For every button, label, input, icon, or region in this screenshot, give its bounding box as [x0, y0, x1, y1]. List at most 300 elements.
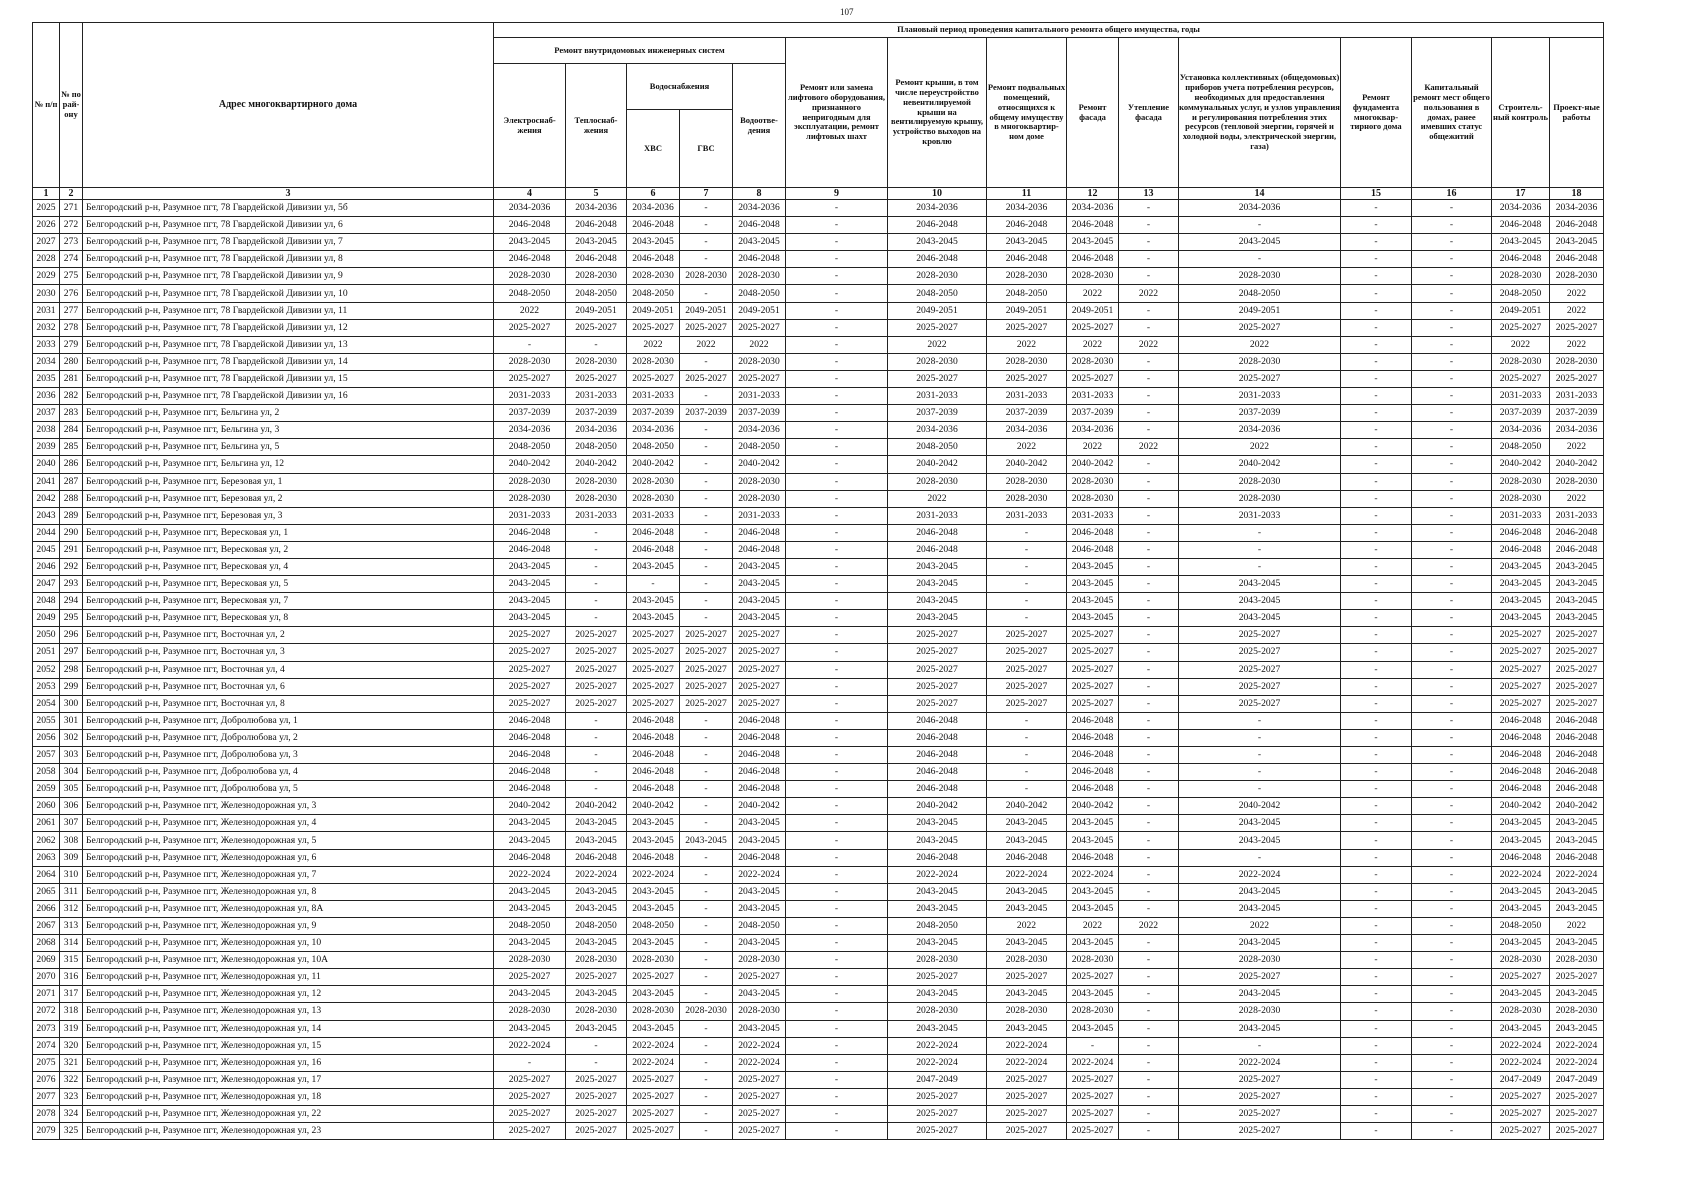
table-cell: 308 — [60, 832, 83, 849]
table-cell: 2028-2030 — [1492, 268, 1550, 285]
table-cell: 320 — [60, 1037, 83, 1054]
table-cell: 2043-2045 — [888, 935, 987, 952]
table-cell: - — [1119, 986, 1179, 1003]
table-cell: 275 — [60, 268, 83, 285]
address-cell: Белгородский р-н, Разумное пгт, Железнодорожная ул, 14 — [83, 1020, 494, 1037]
table-cell: - — [680, 234, 733, 251]
table-cell: - — [1341, 866, 1412, 883]
engineering-systems-header: Ремонт внутридомовых инженерных систем — [494, 38, 786, 64]
table-cell: 2047-2049 — [888, 1071, 987, 1088]
table-cell: 2025-2027 — [680, 695, 733, 712]
table-cell: - — [786, 866, 888, 883]
table-cell: - — [1341, 1037, 1412, 1054]
table-cell: 2022 — [987, 336, 1067, 353]
table-cell: 2043-2045 — [1179, 576, 1341, 593]
table-cell: 2028-2030 — [733, 353, 786, 370]
address-cell: Белгородский р-н, Разумное пгт, Железнодорожная ул, 16 — [83, 1054, 494, 1071]
table-cell: 2046 — [33, 558, 60, 575]
table-cell: 295 — [60, 610, 83, 627]
table-cell: 2025-2027 — [1550, 370, 1604, 387]
table-cell: - — [1119, 576, 1179, 593]
table-cell: - — [1119, 1105, 1179, 1122]
table-cell: - — [1412, 405, 1492, 422]
table-cell: 2025-2027 — [566, 1071, 627, 1088]
table-cell: - — [987, 576, 1067, 593]
table-cell: - — [786, 576, 888, 593]
table-cell: - — [1412, 798, 1492, 815]
table-cell: 2022-2024 — [888, 1037, 987, 1054]
table-cell: 2039 — [33, 439, 60, 456]
table-cell: 2028-2030 — [888, 1003, 987, 1020]
table-cell: 2025-2027 — [987, 644, 1067, 661]
table-cell: - — [786, 900, 888, 917]
table-cell: 2022-2024 — [627, 1054, 680, 1071]
table-cell: 311 — [60, 883, 83, 900]
table-row — [33, 524, 1604, 541]
table-cell: - — [1341, 1054, 1412, 1071]
table-cell: 2025-2027 — [1067, 1088, 1119, 1105]
table-cell: 2022 — [1067, 285, 1119, 302]
table-cell: 278 — [60, 319, 83, 336]
table-cell: 2043-2045 — [494, 986, 566, 1003]
address-cell: Белгородский р-н, Разумное пгт, 78 Гвардейской Дивизии ул, 9 — [83, 268, 494, 285]
table-cell: - — [1412, 217, 1492, 234]
table-cell: - — [680, 524, 733, 541]
table-cell: 2025-2027 — [1492, 695, 1550, 712]
table-cell: 2025-2027 — [1179, 695, 1341, 712]
table-cell: 2025-2027 — [627, 1088, 680, 1105]
table-cell: - — [1341, 405, 1412, 422]
table-cell: - — [680, 764, 733, 781]
table-header — [33, 23, 1604, 200]
table-cell: - — [786, 849, 888, 866]
table-cell: 2042 — [33, 490, 60, 507]
table-cell: 2036 — [33, 388, 60, 405]
table-cell: 2043-2045 — [1067, 935, 1119, 952]
table-cell: 2025-2027 — [1492, 661, 1550, 678]
table-cell: 2025-2027 — [733, 1105, 786, 1122]
table-cell: 2047-2049 — [1550, 1071, 1604, 1088]
table-cell: - — [1341, 541, 1412, 558]
table-cell: 2025-2027 — [566, 661, 627, 678]
table-cell: 2031-2033 — [987, 507, 1067, 524]
table-cell: 2070 — [33, 969, 60, 986]
table-cell: 2048-2050 — [627, 917, 680, 934]
table-cell: 2043-2045 — [566, 900, 627, 917]
table-cell: 2043-2045 — [987, 900, 1067, 917]
address-cell: Белгородский р-н, Разумное пгт, 78 Гвардейской Дивизии ул, 14 — [83, 353, 494, 370]
table-row — [33, 405, 1604, 422]
table-cell: - — [566, 729, 627, 746]
table-cell: 2028-2030 — [987, 490, 1067, 507]
table-cell: 2028-2030 — [733, 473, 786, 490]
table-cell: - — [1412, 627, 1492, 644]
table-cell: - — [680, 1105, 733, 1122]
address-cell: Белгородский р-н, Разумное пгт, Вересковая ул, 7 — [83, 593, 494, 610]
column-number: 4 — [494, 188, 566, 200]
column-number: 18 — [1550, 188, 1604, 200]
table-cell: 2034-2036 — [888, 200, 987, 217]
table-row — [33, 285, 1604, 302]
table-cell: 310 — [60, 866, 83, 883]
table-cell: 2025-2027 — [494, 319, 566, 336]
water-supply-header: Водоснабжения — [627, 64, 733, 110]
table-cell: - — [680, 353, 733, 370]
table-cell: - — [680, 986, 733, 1003]
table-row — [33, 832, 1604, 849]
period-header: Плановый период проведения капитального ремонта общего имущества, годы — [494, 23, 1604, 38]
address-cell: Белгородский р-н, Разумное пгт, Бельгина ул, 12 — [83, 456, 494, 473]
table-row — [33, 353, 1604, 370]
table-cell: - — [1341, 935, 1412, 952]
col-header-cold-water: ХВС — [627, 110, 680, 188]
table-cell: - — [786, 1003, 888, 1020]
table-cell: - — [1119, 849, 1179, 866]
table-cell: - — [1341, 200, 1412, 217]
table-cell: 2025-2027 — [680, 370, 733, 387]
table-cell: 2025-2027 — [1067, 695, 1119, 712]
table-cell: 2022-2024 — [1179, 866, 1341, 883]
table-cell: - — [1412, 456, 1492, 473]
table-cell: 2028-2030 — [1179, 473, 1341, 490]
address-cell: Белгородский р-н, Разумное пгт, Вересковая ул, 2 — [83, 541, 494, 558]
table-cell: 2040-2042 — [1067, 456, 1119, 473]
table-cell: 2025-2027 — [627, 969, 680, 986]
table-cell: - — [1341, 353, 1412, 370]
table-cell: 2022-2024 — [494, 1037, 566, 1054]
table-cell: 2043-2045 — [1179, 593, 1341, 610]
table-cell: 2022 — [1179, 439, 1341, 456]
table-cell: 2054 — [33, 695, 60, 712]
table-cell: 2043-2045 — [733, 986, 786, 1003]
table-cell: 2043-2045 — [1492, 610, 1550, 627]
repair-schedule-sheet — [32, 22, 1604, 1140]
table-cell: 2046-2048 — [566, 217, 627, 234]
table-cell: - — [1412, 388, 1492, 405]
table-cell: 2025-2027 — [888, 1123, 987, 1140]
table-cell: 2025-2027 — [888, 644, 987, 661]
table-cell: 2031-2033 — [494, 388, 566, 405]
table-cell: 2028-2030 — [888, 473, 987, 490]
table-cell: - — [1179, 747, 1341, 764]
table-cell: - — [786, 217, 888, 234]
table-cell: 2046-2048 — [1067, 712, 1119, 729]
table-cell: 2025-2027 — [733, 1088, 786, 1105]
table-cell: 285 — [60, 439, 83, 456]
table-cell: - — [1341, 610, 1412, 627]
table-cell: 2025-2027 — [1179, 1123, 1341, 1140]
table-cell: 2046-2048 — [888, 764, 987, 781]
table-cell: 2043-2045 — [1550, 815, 1604, 832]
table-cell: - — [1179, 251, 1341, 268]
table-cell: 2043-2045 — [1550, 883, 1604, 900]
table-cell: 2028-2030 — [987, 952, 1067, 969]
table-cell: - — [1412, 1123, 1492, 1140]
table-cell: 2043-2045 — [1179, 234, 1341, 251]
table-cell: 2022 — [1119, 285, 1179, 302]
table-cell: - — [786, 251, 888, 268]
table-cell: 2022 — [888, 490, 987, 507]
table-cell: 2046-2048 — [733, 781, 786, 798]
table-cell: 2025-2027 — [680, 319, 733, 336]
table-cell: - — [1119, 1123, 1179, 1140]
table-cell: 2025-2027 — [733, 1123, 786, 1140]
table-cell: 2043-2045 — [494, 558, 566, 575]
table-cell: 2025-2027 — [1550, 678, 1604, 695]
table-cell: 2028-2030 — [1492, 952, 1550, 969]
address-cell: Белгородский р-н, Разумное пгт, Железнодорожная ул, 8А — [83, 900, 494, 917]
table-cell: 2031-2033 — [1492, 388, 1550, 405]
address-cell: Белгородский р-н, Разумное пгт, Вересковая ул, 1 — [83, 524, 494, 541]
table-cell: 2028-2030 — [680, 268, 733, 285]
table-cell: 2046-2048 — [733, 764, 786, 781]
table-cell: 2031-2033 — [566, 507, 627, 524]
table-row — [33, 473, 1604, 490]
table-cell: - — [1341, 1003, 1412, 1020]
table-body — [33, 200, 1604, 1140]
table-cell: 2028-2030 — [1550, 353, 1604, 370]
col-header-address: Адрес многоквартирного дома — [83, 23, 494, 188]
table-cell: 2037-2039 — [987, 405, 1067, 422]
table-cell: 2043-2045 — [627, 1020, 680, 1037]
table-row — [33, 781, 1604, 798]
table-cell: 2025-2027 — [566, 370, 627, 387]
table-cell: 2034-2036 — [733, 422, 786, 439]
table-cell: 2049-2051 — [888, 302, 987, 319]
table-cell: 2046-2048 — [1550, 524, 1604, 541]
table-cell: 2028-2030 — [733, 268, 786, 285]
table-cell: - — [1412, 507, 1492, 524]
table-cell: 2025-2027 — [1550, 1123, 1604, 1140]
table-row — [33, 747, 1604, 764]
table-cell: 2028 — [33, 251, 60, 268]
table-cell: 2026 — [33, 217, 60, 234]
table-cell: 2028-2030 — [1067, 268, 1119, 285]
table-cell: 2025-2027 — [987, 370, 1067, 387]
table-cell: 2028-2030 — [566, 353, 627, 370]
address-cell: Белгородский р-н, Разумное пгт, Железнодорожная ул, 15 — [83, 1037, 494, 1054]
table-cell: 2034-2036 — [1179, 422, 1341, 439]
table-cell: 2046-2048 — [627, 764, 680, 781]
table-cell: 2046-2048 — [494, 217, 566, 234]
table-cell: 2025-2027 — [888, 661, 987, 678]
table-cell: 294 — [60, 593, 83, 610]
address-cell: Белгородский р-н, Разумное пгт, Железнодорожная ул, 5 — [83, 832, 494, 849]
table-cell: 2028-2030 — [494, 490, 566, 507]
table-cell: - — [1412, 1071, 1492, 1088]
table-cell: 2043-2045 — [1067, 883, 1119, 900]
table-cell: 299 — [60, 678, 83, 695]
table-row — [33, 1071, 1604, 1088]
table-cell: 2040-2042 — [494, 456, 566, 473]
address-cell: Белгородский р-н, Разумное пгт, Березовая ул, 2 — [83, 490, 494, 507]
col-header-num: № п/п — [33, 23, 60, 188]
table-cell: 2046-2048 — [1492, 781, 1550, 798]
table-cell: - — [1341, 1071, 1412, 1088]
table-cell: 2046-2048 — [1492, 849, 1550, 866]
table-cell: 2025-2027 — [987, 319, 1067, 336]
table-cell: - — [680, 251, 733, 268]
column-numbers-row — [33, 188, 1604, 200]
table-cell: - — [1119, 866, 1179, 883]
table-cell: 2077 — [33, 1088, 60, 1105]
table-cell: 2045 — [33, 541, 60, 558]
table-cell: - — [1119, 883, 1179, 900]
address-cell: Белгородский р-н, Разумное пгт, Железнодорожная ул, 7 — [83, 866, 494, 883]
table-cell: 2043-2045 — [627, 883, 680, 900]
table-cell: - — [1119, 1088, 1179, 1105]
table-cell: - — [680, 952, 733, 969]
table-cell: 2048-2050 — [1179, 285, 1341, 302]
table-cell: 2046-2048 — [1550, 849, 1604, 866]
table-cell: 324 — [60, 1105, 83, 1122]
table-cell: - — [680, 1071, 733, 1088]
table-cell: 2064 — [33, 866, 60, 883]
table-cell: 2048-2050 — [494, 439, 566, 456]
table-cell: 2057 — [33, 747, 60, 764]
table-cell: - — [1119, 644, 1179, 661]
table-cell: 2025-2027 — [888, 1105, 987, 1122]
table-cell: 2043-2045 — [888, 986, 987, 1003]
table-cell: 2046-2048 — [888, 729, 987, 746]
table-cell: - — [1341, 952, 1412, 969]
table-cell: 2037-2039 — [627, 405, 680, 422]
table-cell: 2048-2050 — [733, 439, 786, 456]
table-cell: - — [680, 1037, 733, 1054]
table-cell: 2027 — [33, 234, 60, 251]
table-cell: 2046-2048 — [888, 712, 987, 729]
table-cell: 2043-2045 — [1492, 593, 1550, 610]
table-cell: 2046-2048 — [1550, 217, 1604, 234]
table-cell: 2022 — [1179, 336, 1341, 353]
table-cell: - — [987, 781, 1067, 798]
table-cell: - — [786, 917, 888, 934]
table-cell: 2043-2045 — [733, 576, 786, 593]
table-cell: 2049-2051 — [566, 302, 627, 319]
table-cell: 2048-2050 — [566, 439, 627, 456]
table-cell: - — [987, 541, 1067, 558]
table-cell: 2043-2045 — [987, 883, 1067, 900]
table-row — [33, 798, 1604, 815]
table-row — [33, 251, 1604, 268]
table-row — [33, 627, 1604, 644]
table-cell: 2043-2045 — [1067, 986, 1119, 1003]
table-cell: - — [1412, 251, 1492, 268]
table-cell: - — [1341, 388, 1412, 405]
table-cell: 2046-2048 — [627, 541, 680, 558]
table-cell: 2043-2045 — [1492, 883, 1550, 900]
table-cell: 2025-2027 — [1492, 1105, 1550, 1122]
table-cell: 307 — [60, 815, 83, 832]
address-cell: Белгородский р-н, Разумное пгт, Восточная ул, 2 — [83, 627, 494, 644]
table-cell: 284 — [60, 422, 83, 439]
table-row — [33, 200, 1604, 217]
table-cell: 2078 — [33, 1105, 60, 1122]
table-cell: 2025-2027 — [1067, 370, 1119, 387]
table-cell: - — [1119, 1020, 1179, 1037]
table-cell: 2046-2048 — [733, 217, 786, 234]
table-cell: - — [1412, 422, 1492, 439]
table-cell: 2046-2048 — [494, 849, 566, 866]
table-row — [33, 422, 1604, 439]
table-cell: - — [1341, 764, 1412, 781]
column-number: 1 — [33, 188, 60, 200]
table-cell: 2037-2039 — [1179, 405, 1341, 422]
table-cell: - — [1119, 832, 1179, 849]
table-cell: 2028-2030 — [1550, 1003, 1604, 1020]
table-cell: 2025-2027 — [566, 1088, 627, 1105]
table-cell: 2046-2048 — [1067, 764, 1119, 781]
table-cell: 2031-2033 — [987, 388, 1067, 405]
table-cell: 2049-2051 — [1067, 302, 1119, 319]
table-cell: 2043-2045 — [987, 234, 1067, 251]
table-cell: 2046-2048 — [627, 524, 680, 541]
table-cell: - — [1412, 1003, 1492, 1020]
table-cell: - — [1179, 729, 1341, 746]
table-cell: 2043-2045 — [494, 900, 566, 917]
table-cell: 2048-2050 — [566, 917, 627, 934]
table-cell: - — [1119, 661, 1179, 678]
table-cell: - — [786, 353, 888, 370]
table-cell: 2043-2045 — [1550, 832, 1604, 849]
table-row — [33, 388, 1604, 405]
table-row — [33, 849, 1604, 866]
table-cell: - — [786, 1105, 888, 1122]
table-cell: 277 — [60, 302, 83, 319]
table-cell: 2037-2039 — [1492, 405, 1550, 422]
table-cell: 2043-2045 — [494, 610, 566, 627]
table-row — [33, 593, 1604, 610]
table-cell: 2049-2051 — [680, 302, 733, 319]
table-cell: 2068 — [33, 935, 60, 952]
table-cell: 2048-2050 — [888, 285, 987, 302]
table-cell: - — [786, 200, 888, 217]
table-cell: - — [1412, 1105, 1492, 1122]
table-cell: 2046-2048 — [627, 747, 680, 764]
table-cell: - — [1412, 678, 1492, 695]
table-cell: 2043-2045 — [1067, 558, 1119, 575]
table-cell: - — [1412, 370, 1492, 387]
table-cell: 2049-2051 — [987, 302, 1067, 319]
table-cell: 2022-2024 — [888, 866, 987, 883]
table-cell: - — [786, 1054, 888, 1071]
table-cell: 303 — [60, 747, 83, 764]
table-cell: 2028-2030 — [987, 1003, 1067, 1020]
address-cell: Белгородский р-н, Разумное пгт, Железнодорожная ул, 22 — [83, 1105, 494, 1122]
table-cell: 2043-2045 — [627, 815, 680, 832]
table-cell: - — [1412, 917, 1492, 934]
table-cell: 2025-2027 — [733, 695, 786, 712]
table-cell: 2052 — [33, 661, 60, 678]
table-cell: 2022-2024 — [733, 1037, 786, 1054]
table-cell: - — [1119, 815, 1179, 832]
table-cell: - — [786, 935, 888, 952]
table-row — [33, 541, 1604, 558]
table-row — [33, 1037, 1604, 1054]
address-cell: Белгородский р-н, Разумное пгт, Восточная ул, 3 — [83, 644, 494, 661]
table-cell: 2074 — [33, 1037, 60, 1054]
table-cell: 2025-2027 — [566, 1123, 627, 1140]
table-cell: - — [1341, 319, 1412, 336]
table-cell: 2046-2048 — [1550, 541, 1604, 558]
col-header-insulation: Утепление фасада — [1119, 38, 1179, 188]
table-cell: 2040-2042 — [566, 798, 627, 815]
table-cell: 2022-2024 — [1492, 1054, 1550, 1071]
address-cell: Белгородский р-н, Разумное пгт, Железнодорожная ул, 10А — [83, 952, 494, 969]
table-cell: 2022 — [680, 336, 733, 353]
table-cell: - — [1341, 1088, 1412, 1105]
table-cell: 2034-2036 — [1067, 422, 1119, 439]
